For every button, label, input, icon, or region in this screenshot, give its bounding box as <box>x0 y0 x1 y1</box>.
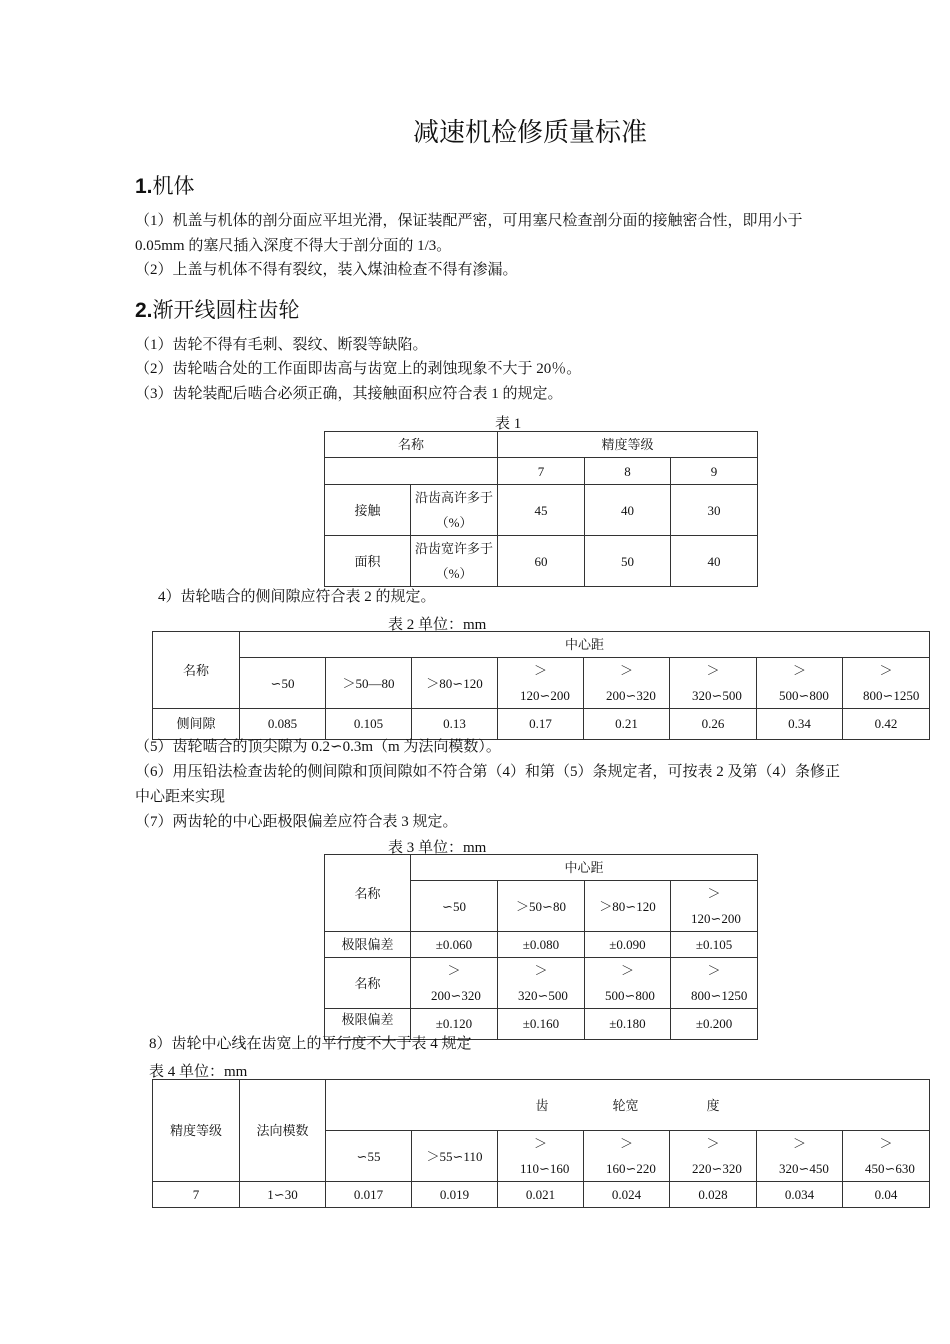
t3-name-header-2: 名称 <box>325 958 411 1009</box>
t3-range: ＞320∽500 <box>498 958 585 1009</box>
t2-range: ＞200∽320 <box>584 658 670 709</box>
t2-range: ＞120∽200 <box>498 658 584 709</box>
t3-range: ＞800∽1250 <box>671 958 758 1009</box>
section-1-title: 机体 <box>152 174 195 198</box>
table-2-caption: 表 2 单位：mm <box>388 617 487 633</box>
t4-group-header <box>326 1080 930 1131</box>
t3-cell: ±0.060 <box>411 932 498 958</box>
table-1 <box>324 431 758 587</box>
t3-cell: ±0.105 <box>671 932 758 958</box>
t1-cell: 50 <box>585 536 671 587</box>
t2-cell: 0.34 <box>757 709 843 740</box>
section-2-title: 渐开线圆柱齿轮 <box>152 298 300 322</box>
t4-group-header-part: 齿 <box>535 1097 549 1113</box>
t1-name-header: 名称 <box>325 432 498 458</box>
t3-range: ＞500∽800 <box>585 958 671 1009</box>
t3-range: ＞200∽320 <box>411 958 498 1009</box>
t4-cell: 0.04 <box>843 1182 930 1208</box>
t2-cell: 0.42 <box>843 709 930 740</box>
t2-range: ＞50—80 <box>326 658 412 709</box>
t1-cell: 40 <box>585 485 671 536</box>
t4-row-grade: 7 <box>153 1182 240 1208</box>
t1-cell: 30 <box>671 485 758 536</box>
s2-paragraph-8: 8）齿轮中心线在齿宽上的平行度不大于表 4 规定 <box>149 1036 472 1052</box>
t2-range: ＞80∽120 <box>412 658 498 709</box>
table-3 <box>324 854 758 1040</box>
t1-grade-header: 精度等级 <box>498 432 758 458</box>
s2-paragraph-6b: 中心距来实现 <box>135 789 226 805</box>
t3-cell: ±0.080 <box>498 932 585 958</box>
t4-range: ∽55 <box>326 1131 412 1182</box>
t3-cell: ±0.160 <box>498 1009 585 1040</box>
t2-group-header: 中心距 <box>240 632 930 658</box>
section-2-heading <box>135 294 300 324</box>
s2-paragraph-6a: （6）用压铅法检查齿轮的侧间隙和顶间隙如不符合第（4）和第（5）条规定者，可按表 2 及第（4）条修正 <box>135 764 841 780</box>
table-4 <box>152 1079 930 1208</box>
t1-row-label: 接触 <box>325 485 411 536</box>
t1-blank <box>325 458 498 485</box>
t3-name-header: 名称 <box>325 855 411 932</box>
t1-grade: 7 <box>498 458 585 485</box>
t1-cell: 40 <box>671 536 758 587</box>
t2-range: ∽50 <box>240 658 326 709</box>
t1-row-label: 面积 <box>325 536 411 587</box>
t4-row-module: 1∽30 <box>240 1182 326 1208</box>
t3-range: ＞50∽80 <box>498 881 585 932</box>
t3-cell: ±0.200 <box>671 1009 758 1040</box>
t4-cell: 0.019 <box>412 1182 498 1208</box>
t1-grade: 8 <box>585 458 671 485</box>
t4-module-header: 法向模数 <box>240 1080 326 1182</box>
t4-cell: 0.034 <box>757 1182 843 1208</box>
t2-range: ＞500∽800 <box>757 658 843 709</box>
t2-cell: 0.21 <box>584 709 670 740</box>
t4-range: ＞320∽450 <box>757 1131 843 1182</box>
t3-range: ＞80∽120 <box>585 881 671 932</box>
t2-cell: 0.105 <box>326 709 412 740</box>
t4-cell: 0.028 <box>670 1182 757 1208</box>
t4-cell: 0.024 <box>584 1182 670 1208</box>
t4-range: ＞450∽630 <box>843 1131 930 1182</box>
table-3-caption: 表 3 单位：mm <box>388 840 487 856</box>
t4-cell: 0.017 <box>326 1182 412 1208</box>
t4-cell: 0.021 <box>498 1182 584 1208</box>
t3-range: ∽50 <box>411 881 498 932</box>
t2-range: ＞800∽1250 <box>843 658 930 709</box>
s2-paragraph-1: （1）齿轮不得有毛刺、裂纹、断裂等缺陷。 <box>135 337 428 353</box>
t4-group-header-part: 轮宽 <box>612 1097 639 1113</box>
t3-range: ＞120∽200 <box>671 881 758 932</box>
section-1-number: 1. <box>135 175 153 198</box>
t4-range: ＞160∽220 <box>584 1131 670 1182</box>
t4-group-header-part: 度 <box>706 1097 720 1113</box>
t3-row-label: 极限偏差 <box>325 932 411 958</box>
t4-range: ＞110∽160 <box>498 1131 584 1182</box>
t4-grade-header: 精度等级 <box>153 1080 240 1182</box>
table-2 <box>152 631 930 740</box>
t3-cell: ±0.120 <box>411 1009 498 1040</box>
s1-paragraph-2: （2）上盖与机体不得有裂纹，装入煤油检查不得有渗漏。 <box>135 262 518 278</box>
t2-cell: 0.17 <box>498 709 584 740</box>
t1-cell: 60 <box>498 536 585 587</box>
t2-cell: 0.085 <box>240 709 326 740</box>
s2-paragraph-7: （7）两齿轮的中心距极限偏差应符合表 3 规定。 <box>135 814 458 830</box>
s1-paragraph-1a: （1）机盖与机体的剖分面应平坦光滑，保证装配严密，可用塞尺检查剖分面的接触密合性，即用小于 <box>135 213 803 229</box>
t3-row-label-2: 极限偏差 <box>325 1009 411 1040</box>
t1-row-sub: 沿齿宽许多于（%） <box>411 536 498 587</box>
t3-group-header: 中心距 <box>411 855 758 881</box>
t1-cell: 45 <box>498 485 585 536</box>
t4-range: ＞55∽110 <box>412 1131 498 1182</box>
t2-range: ＞320∽500 <box>670 658 757 709</box>
t2-row-label: 侧间隙 <box>153 709 240 740</box>
s2-paragraph-5: （5）齿轮啮合的顶尖隙为 0.2∽0.3m（m 为法向模数）。 <box>135 739 501 755</box>
t2-name-header: 名称 <box>153 632 240 709</box>
table-1-caption: 表 1 <box>495 416 522 432</box>
page-title: 减速机检修质量标准 <box>413 118 648 147</box>
t4-range: ＞220∽320 <box>670 1131 757 1182</box>
section-2-number: 2. <box>135 299 153 322</box>
section-1-heading <box>135 170 195 200</box>
table-4-caption: 表 4 单位：mm <box>149 1064 248 1080</box>
t1-row-sub: 沿齿高许多于（%） <box>411 485 498 536</box>
t3-cell: ±0.180 <box>585 1009 671 1040</box>
s2-paragraph-2: （2）齿轮啮合处的工作面即齿高与齿宽上的剥蚀现象不大于 20％。 <box>135 361 582 377</box>
s2-paragraph-4: 4）齿轮啮合的侧间隙应符合表 2 的规定。 <box>158 589 436 605</box>
t2-cell: 0.26 <box>670 709 757 740</box>
t1-grade: 9 <box>671 458 758 485</box>
t3-cell: ±0.090 <box>585 932 671 958</box>
s1-paragraph-1b: 0.05mm 的塞尺插入深度不得大于剖分面的 1/3。 <box>135 238 452 254</box>
t2-cell: 0.13 <box>412 709 498 740</box>
s2-paragraph-3: （3）齿轮装配后啮合必须正确，其接触面积应符合表 1 的规定。 <box>135 386 563 402</box>
